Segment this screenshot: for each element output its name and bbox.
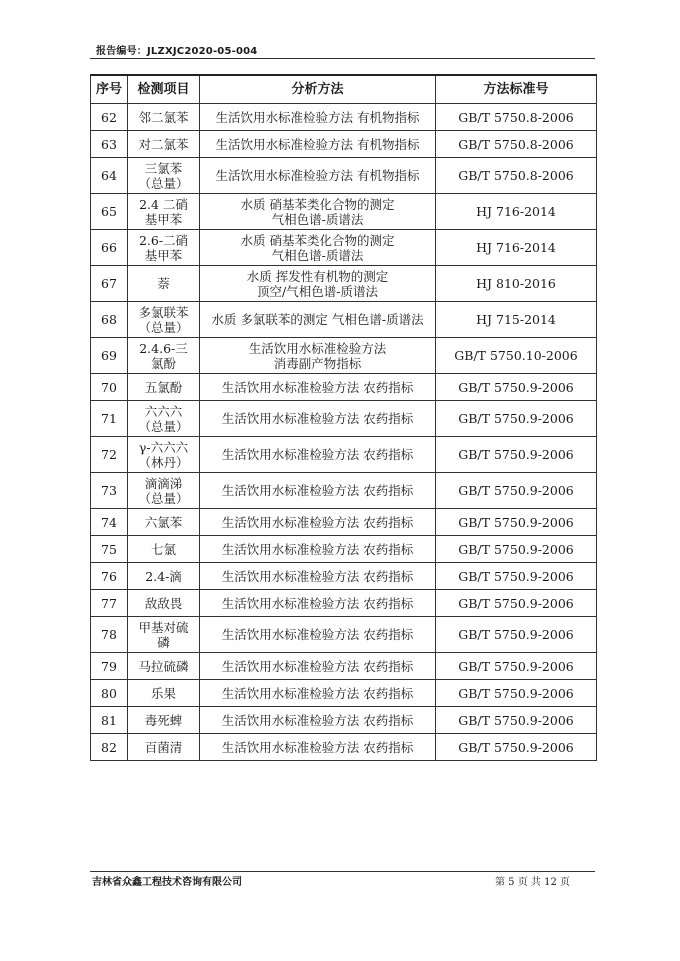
- cell-item: [128, 473, 200, 509]
- table-row: [91, 653, 597, 680]
- table-row: [91, 536, 597, 563]
- table-row: [91, 734, 597, 761]
- cell-standard: GB/T 5750.9-2006: [436, 734, 597, 761]
- header-divider: [90, 58, 595, 59]
- cell-standard: GB/T 5750.9-2006: [436, 563, 597, 590]
- cell-standard: GB/T 5750.9-2006: [436, 509, 597, 536]
- cell-method-line: 生活饮用水标准检验方法 有机物指标: [215, 109, 420, 125]
- cell-method: [200, 131, 436, 158]
- report-number: 报告编号：JLZXJC2020-05-004: [96, 46, 258, 57]
- cell-method-line: 水质 挥发性有机物的测定: [246, 268, 389, 284]
- cell-item: [128, 131, 200, 158]
- cell-standard: HJ 810-2016: [436, 266, 597, 302]
- cell-standard: GB/T 5750.9-2006: [436, 473, 597, 509]
- table-row: [91, 680, 597, 707]
- cell-item-line: 基甲苯: [144, 211, 183, 227]
- cell-method-line: 生活饮用水标准检验方法 农药指标: [221, 447, 414, 462]
- cell-method: [200, 653, 436, 680]
- cell-method: [200, 734, 436, 761]
- cell-item: [128, 266, 200, 302]
- cell-no: 68: [91, 302, 128, 338]
- cell-standard: GB/T 5750.9-2006: [436, 653, 597, 680]
- cell-item: [128, 617, 200, 653]
- table-row: [91, 401, 597, 437]
- cell-item: [128, 374, 200, 401]
- cell-method-line: 生活饮用水标准检验方法 农药指标: [221, 568, 414, 584]
- cell-method: [200, 680, 436, 707]
- cell-standard: GB/T 5750.9-2006: [436, 536, 597, 563]
- cell-method-line: 生活饮用水标准检验方法 农药指标: [221, 541, 414, 557]
- cell-method: [200, 104, 436, 131]
- cell-method: [200, 302, 436, 338]
- table-header-row: [91, 75, 597, 104]
- footer-page-number: 第 5 页 共 12 页: [495, 877, 570, 888]
- cell-item-line: 五氯酚: [144, 379, 183, 395]
- cell-method: [200, 563, 436, 590]
- table-body: [91, 104, 597, 761]
- table-row: [91, 374, 597, 401]
- cell-item: [128, 401, 200, 437]
- cell-item: [128, 437, 200, 473]
- cell-item-line: （林丹）: [138, 454, 189, 470]
- cell-method: [200, 473, 436, 509]
- table-row: [91, 437, 597, 473]
- table-row: [91, 131, 597, 158]
- cell-method: [200, 194, 436, 230]
- cell-method: [200, 338, 436, 374]
- cell-method: [200, 509, 436, 536]
- cell-item-line: 毒死蜱: [144, 712, 183, 728]
- cell-method-line: 气相色谱-质谱法: [271, 211, 364, 227]
- cell-item: [128, 230, 200, 266]
- cell-item-line: 马拉硫磷: [138, 658, 189, 674]
- cell-item: [128, 680, 200, 707]
- table-row: [91, 338, 597, 374]
- cell-method-line: 生活饮用水标准检验方法 农药指标: [221, 514, 414, 530]
- cell-no: 77: [91, 590, 128, 617]
- cell-no: 70: [91, 374, 128, 401]
- cell-method-line: 气相色谱-质谱法: [271, 247, 364, 263]
- cell-method: [200, 437, 436, 473]
- table-row: [91, 302, 597, 338]
- cell-method-line: 生活饮用水标准检验方法 农药指标: [221, 627, 414, 642]
- cell-item-line: 乐果: [150, 685, 176, 701]
- table-row: [91, 158, 597, 194]
- cell-standard: GB/T 5750.9-2006: [436, 437, 597, 473]
- cell-item-line: 2.6-二硝: [138, 232, 189, 248]
- cell-no: 63: [91, 131, 128, 158]
- table-row: [91, 194, 597, 230]
- cell-method-line: 生活饮用水标准检验方法 农药指标: [221, 483, 414, 498]
- cell-standard: GB/T 5750.9-2006: [436, 401, 597, 437]
- cell-method-line: 消毒副产物指标: [273, 355, 362, 371]
- cell-method: [200, 707, 436, 734]
- cell-standard: HJ 716-2014: [436, 230, 597, 266]
- cell-item-line: （总量）: [138, 490, 189, 506]
- cell-no: 78: [91, 617, 128, 653]
- cell-method-line: 水质 多氯联苯的测定 气相色谱-质谱法: [211, 312, 424, 327]
- cell-no: 82: [91, 734, 128, 761]
- footer-company-name: 吉林省众鑫工程技术咨询有限公司: [92, 877, 242, 888]
- cell-item: [128, 734, 200, 761]
- cell-item-line: 六六六: [144, 403, 183, 419]
- cell-no: 73: [91, 473, 128, 509]
- cell-no: 62: [91, 104, 128, 131]
- cell-item: [128, 104, 200, 131]
- cell-no: 67: [91, 266, 128, 302]
- cell-standard: HJ 715-2014: [436, 302, 597, 338]
- cell-method-line: 生活饮用水标准检验方法 有机物指标: [215, 168, 420, 183]
- cell-method-line: 生活饮用水标准检验方法 农药指标: [221, 379, 414, 395]
- cell-item: [128, 707, 200, 734]
- cell-standard: GB/T 5750.8-2006: [436, 158, 597, 194]
- cell-method-line: 生活饮用水标准检验方法 有机物指标: [215, 136, 420, 152]
- cell-item-line: 三氯苯: [144, 160, 183, 176]
- results-table: [90, 74, 597, 761]
- cell-item: [128, 590, 200, 617]
- cell-method-line: 生活饮用水标准检验方法 农药指标: [221, 685, 414, 701]
- cell-standard: GB/T 5750.9-2006: [436, 707, 597, 734]
- cell-item-line: 氯酚: [150, 355, 176, 371]
- cell-item-line: 滴滴涕: [144, 475, 183, 491]
- cell-no: 71: [91, 401, 128, 437]
- cell-standard: GB/T 5750.9-2006: [436, 374, 597, 401]
- cell-item-line: 百菌清: [144, 739, 183, 755]
- cell-no: 72: [91, 437, 128, 473]
- cell-item-line: 邻二氯苯: [138, 109, 189, 125]
- table-row: [91, 617, 597, 653]
- table-row: [91, 563, 597, 590]
- cell-no: 64: [91, 158, 128, 194]
- cell-item: [128, 194, 200, 230]
- cell-no: 65: [91, 194, 128, 230]
- cell-no: 74: [91, 509, 128, 536]
- cell-method-line: 生活饮用水标准检验方法 农药指标: [221, 595, 414, 611]
- cell-item-line: 2.4 二硝: [139, 196, 188, 212]
- cell-item: [128, 302, 200, 338]
- column-header-no: 序号: [91, 75, 128, 104]
- cell-item-line: 多氯联苯: [138, 304, 189, 320]
- cell-no: 75: [91, 536, 128, 563]
- cell-method-line: 生活饮用水标准检验方法 农药指标: [221, 739, 414, 755]
- cell-method-line: 水质 硝基苯类化合物的测定: [240, 232, 395, 248]
- cell-item-line: 基甲苯: [144, 247, 183, 263]
- cell-item: [128, 509, 200, 536]
- table-row: [91, 509, 597, 536]
- table-row: [91, 230, 597, 266]
- cell-item: [128, 536, 200, 563]
- column-header-standard: 方法标准号: [436, 75, 597, 104]
- cell-standard: HJ 716-2014: [436, 194, 597, 230]
- cell-standard: GB/T 5750.9-2006: [436, 617, 597, 653]
- table-row: [91, 473, 597, 509]
- cell-method: [200, 617, 436, 653]
- cell-standard: GB/T 5750.9-2006: [436, 590, 597, 617]
- cell-standard: GB/T 5750.9-2006: [436, 680, 597, 707]
- table-row: [91, 104, 597, 131]
- cell-standard: GB/T 5750.8-2006: [436, 104, 597, 131]
- footer-divider: [90, 871, 595, 872]
- cell-item: [128, 653, 200, 680]
- cell-item-line: （总量）: [138, 418, 189, 434]
- cell-item-line: 敌敌畏: [144, 595, 183, 611]
- cell-method: [200, 590, 436, 617]
- cell-item-line: 2.4-滴: [145, 568, 182, 584]
- cell-method: [200, 401, 436, 437]
- cell-item-line: 甲基对硫: [138, 619, 189, 635]
- cell-method-line: 生活饮用水标准检验方法 农药指标: [221, 658, 414, 674]
- cell-method-line: 生活饮用水标准检验方法 农药指标: [221, 411, 414, 426]
- cell-standard: GB/T 5750.10-2006: [436, 338, 597, 374]
- cell-no: 66: [91, 230, 128, 266]
- cell-no: 79: [91, 653, 128, 680]
- cell-method-line: 水质 硝基苯类化合物的测定: [240, 196, 395, 212]
- cell-no: 69: [91, 338, 128, 374]
- cell-item: [128, 158, 200, 194]
- cell-method-line: 生活饮用水标准检验方法 农药指标: [221, 712, 414, 728]
- cell-item: [128, 338, 200, 374]
- cell-method: [200, 374, 436, 401]
- cell-item-line: 磷: [157, 634, 170, 650]
- cell-item-line: 六氯苯: [144, 514, 183, 530]
- cell-item-line: 2.4.6-三: [139, 340, 188, 356]
- cell-item-line: γ-六六六: [138, 439, 189, 455]
- cell-item-line: 七氯: [150, 541, 176, 557]
- column-header-method: 分析方法: [200, 75, 436, 104]
- cell-method: [200, 158, 436, 194]
- cell-item: [128, 563, 200, 590]
- cell-method: [200, 266, 436, 302]
- table-row: [91, 590, 597, 617]
- column-header-item: 检测项目: [128, 75, 200, 104]
- cell-method: [200, 536, 436, 563]
- cell-item-line: 萘: [157, 276, 170, 291]
- cell-standard: GB/T 5750.8-2006: [436, 131, 597, 158]
- cell-item-line: （总量）: [138, 175, 189, 191]
- cell-no: 80: [91, 680, 128, 707]
- table-row: [91, 707, 597, 734]
- cell-method: [200, 230, 436, 266]
- cell-method-line: 生活饮用水标准检验方法: [248, 340, 387, 356]
- cell-item-line: （总量）: [138, 319, 189, 335]
- cell-no: 81: [91, 707, 128, 734]
- cell-method-line: 顶空/气相色谱-质谱法: [257, 283, 378, 299]
- table-row: [91, 266, 597, 302]
- cell-item-line: 对二氯苯: [138, 136, 189, 152]
- cell-no: 76: [91, 563, 128, 590]
